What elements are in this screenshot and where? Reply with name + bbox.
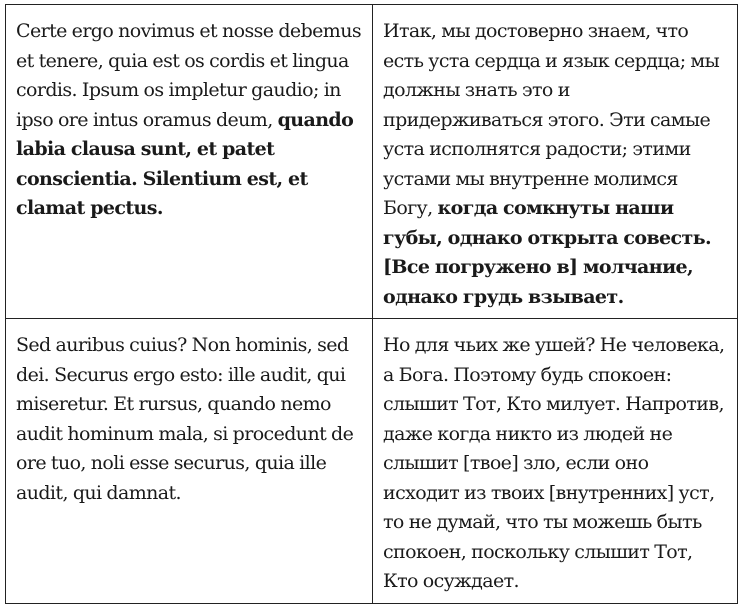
latin-paragraph	[16, 17, 362, 224]
russian-paragraph	[383, 17, 727, 312]
russian-cell	[373, 5, 738, 319]
table-row	[6, 5, 738, 319]
latin-paragraph	[16, 331, 362, 508]
russian-bold-text: когда сомкнуты наши губы, однако открыта совесть. [Все погружено в] молчание, однако грудь взывает.	[383, 197, 711, 308]
russian-cell	[373, 319, 738, 604]
russian-text: Итак, мы достоверно знаем, что есть уста сердца и язык сердца; мы должны знать это и придерживаться этого. Эти самые уста исполнятся радости; этими устами мы внутренне молимся Богу,	[383, 20, 720, 219]
latin-text: Certe ergo novimus et nosse debemus et tenere, quia est os cordis et lingua cordis. Ipsum os impletur gaudio; in ipso ore intus oramus deum,	[16, 20, 361, 131]
russian-text: Но для чьих же ушей? Не человека, а Бога. Поэтому будь спокоен: слышит Тот, Кто милует. Напротив, даже когда никто из людей не слышит [твое] зло, если оно исходит из твоих [внутренних] уст, то не думай, что ты можешь быть спокоен, поскольку слышит Тот, Кто осуждает.	[383, 334, 725, 592]
table-row	[6, 319, 738, 604]
latin-bold-text: quando labia clausa sunt, et patet conscientia. Silentium est, et clamat pectus.	[16, 108, 354, 219]
russian-paragraph	[383, 331, 727, 597]
parallel-text-table	[5, 4, 738, 604]
latin-cell	[6, 5, 373, 319]
latin-text: Sed auribus cuius? Non hominis, sed dei. Securus ergo esto: ille audit, qui miseretur. Et rursus, quando nemo audit hominum mala, si procedunt de ore tuo, noli esse securus, quia ille audit, qui damnat.	[16, 334, 354, 504]
latin-cell	[6, 319, 373, 604]
